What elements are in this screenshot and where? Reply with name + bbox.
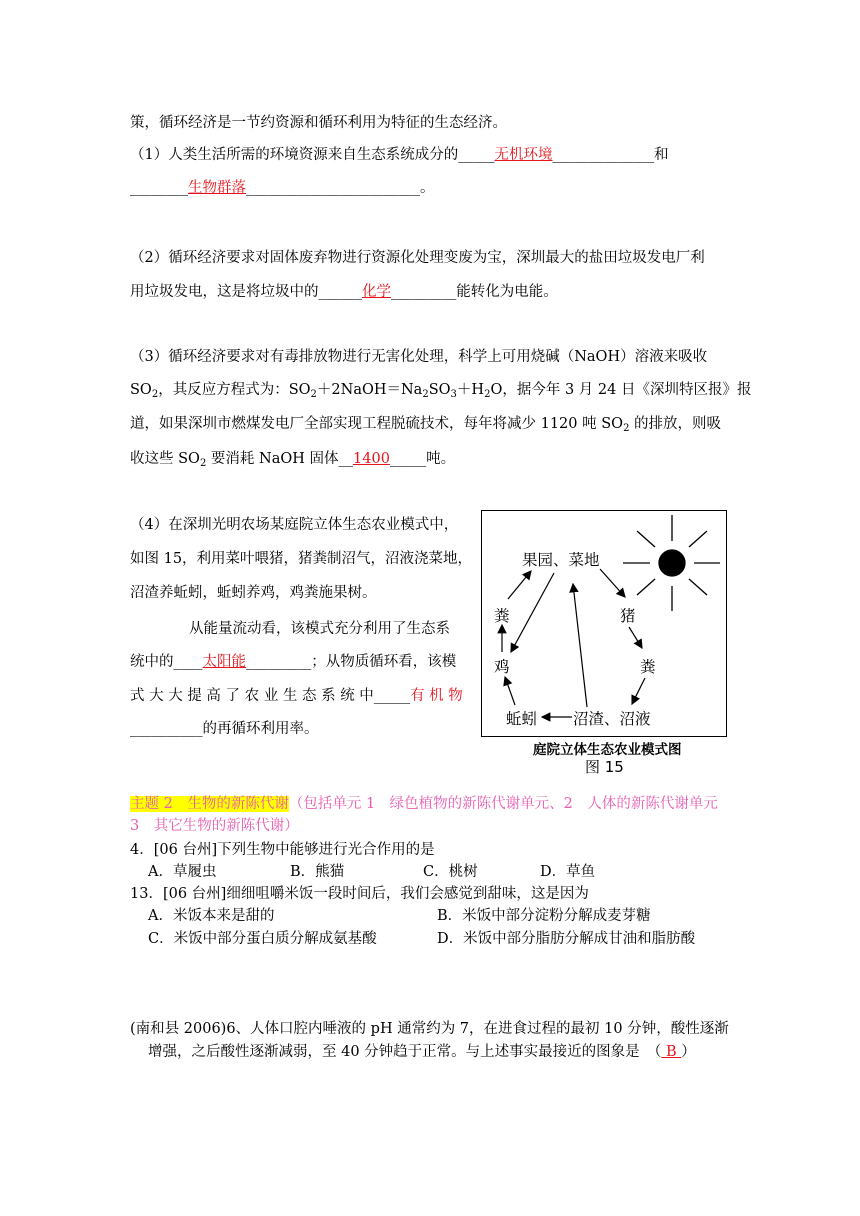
s3-line2 [130,380,751,400]
s4-text: 式 大 大 提 高 了 农 业 生 态 系 统 中 [130,688,374,704]
node-biogas: 沼渣、沼液 [573,710,651,728]
answer-1b: 生物群落 [188,180,246,196]
s4-line2: 如图 15，利用菜叶喂猪，猪粪制沼气，沼液浇菜地， [130,551,473,567]
answer-3: 1400 [353,451,390,467]
arrow-dung-to-garden [508,571,531,599]
formula-part: SO [130,382,152,398]
diagram-svg [482,511,726,736]
s1-q1-end2: 。 [420,180,435,196]
blank: ________________________ [246,180,420,196]
formula-part: ＋2NaOH＝Na [316,382,423,398]
q13-stem: 13．[06 台州]细细咀嚼米饭一段时间后，我们会感觉到甜味，这是因为 [130,886,589,902]
blank: ______________ [552,147,654,163]
formula-part: O，据今年 3 月 24 日《深圳特区报》报 [490,382,752,398]
arrow-dung-to-biogas [632,678,645,704]
answer-4a: 太阳能 [202,654,246,670]
formula-part: ＋H [456,382,485,398]
s3-line3 [130,414,721,434]
node-dung-right: 粪 [640,658,656,676]
subscript: 3 [450,389,457,400]
subscript: 2 [484,389,491,400]
s3-text: 的排放，则吸 [629,416,722,432]
s4-text: ；从物质循环看，该模 [311,654,457,670]
sun-icon [623,515,720,611]
s3-end: 吨。 [426,451,456,467]
s2-text: 用垃圾发电，这是将垃圾中的 [130,284,319,300]
blank: _________ [246,654,312,670]
formula-part: SO [428,382,451,398]
node-pig: 猪 [620,607,636,625]
figure-label: 图 15 [585,758,624,776]
blank: _________ [391,284,457,300]
q13-option-a: A．米饭本来是甜的 [148,908,275,924]
node-garden: 果园、菜地 [522,551,600,569]
arrow-earthworm-to-chicken [505,677,515,705]
blank: ______ [318,284,362,300]
s3-text: 要消耗 NaOH 固体 [206,451,339,467]
blank: _____ [389,451,427,467]
topic2-title: 主题 2 生物的新陈代谢 [130,796,289,812]
s3-text: 收这些 SO [130,451,200,467]
q6-line2 [148,1042,696,1062]
q4-option-d: D．草鱼 [540,864,596,880]
s4-line6 [130,686,463,706]
s4-line7 [130,719,319,739]
topic2-line1 [130,794,718,814]
subscript: 2 [151,389,159,400]
blank: _____ [373,688,411,704]
node-earthworm: 蚯蚓 [506,710,538,728]
q4-option-b: B．熊猫 [290,864,345,880]
s2-line2 [130,282,558,302]
q4-option-c: C．桃树 [423,864,478,880]
q6-end: ） [681,1044,696,1060]
s2-end: 能转化为电能。 [456,284,558,300]
q6-line1: (南和县 2006)6、人体口腔内唾液的 pH 通常约为 7，在进食过程的最初 10 分钟，酸性逐渐 [130,1021,729,1037]
s2-line1: （2）循环经济要求对固体废弃物进行资源化处理变废为宝，深圳最大的盐田垃圾发电厂利 [130,250,705,266]
s4-text: 统中的 [130,654,174,670]
s4-line1: （4）在深圳光明农场某庭院立体生态农业模式中， [130,517,459,533]
diagram-caption: 庭院立体生态农业模式图 [533,742,682,758]
arrow-biogas-to-garden [573,584,587,707]
q13-option-d: D．米饭中部分脂肪分解成甘油和脂肪酸 [437,931,696,947]
s1-line3 [130,178,435,198]
s4-line4: 从能量流动看，该模式充分利用了生态系 [189,621,450,637]
q6-answer: B [661,1044,682,1060]
blank: __ [338,451,354,467]
blank: ____ [173,654,203,670]
topic2-note1: （包括单元 1 绿色植物的新陈代谢单元、2 人体的新陈代谢单元 [288,796,718,812]
answer-1a: 无机环境 [494,147,553,163]
s1-q1-end: 和 [653,147,669,163]
q13-option-c: C．米饭中部分蛋白质分解成氨基酸 [148,931,377,947]
ecosystem-diagram [481,510,727,737]
subscript: 2 [199,458,207,469]
s4-line5 [130,652,456,672]
arrow-pig-to-dung [629,627,642,648]
subscript: 2 [623,423,630,434]
answer-4b: 有 机 物 [410,688,463,704]
subscript: 2 [310,389,317,400]
node-chicken: 鸡 [494,658,510,676]
q13-option-b: B．米饭中部分淀粉分解成麦芽糖 [437,908,651,924]
answer-2: 化学 [362,284,391,300]
formula-part: ，其反应方程式为：SO [158,382,311,398]
s4-line3: 沼渣养蚯蚓，蚯蚓养鸡，鸡粪施果树。 [130,585,377,601]
s3-text: 道，如果深圳市燃煤发电厂全部实现工程脱硫技术，每年将减少 1120 吨 SO [130,416,624,432]
s4-text: 的再循环利用率。 [202,721,319,737]
subscript: 2 [422,389,429,400]
s3-line4 [130,449,455,469]
blank: _____ [458,147,495,163]
s1-q1-text: （1）人类生活所需的环境资源来自生态系统成分的 [130,147,459,163]
q6-text: 增强，之后酸性逐渐减弱，至 40 分钟趋于正常。与上述事实最接近的图象是 （ [148,1044,662,1060]
arrow-garden-to-chicken [511,573,554,652]
arrow-garden-to-pig [600,569,625,597]
s1-line2 [130,145,668,165]
topic2-note2: 3 其它生物的新陈代谢） [130,818,299,834]
s1-line1: 策，循环经济是一节约资源和循环利用为特征的生态经济。 [130,115,507,131]
blank: ________ [130,180,188,196]
s3-line1: （3）循环经济要求对有毒排放物进行无害化处理，科学上可用烧碱（NaOH）溶液来吸收 [130,349,708,365]
q4-stem: 4．[06 台州]下列生物中能够进行光合作用的是 [130,842,435,858]
q4-option-a: A．草履虫 [148,864,217,880]
blank: __________ [130,721,203,737]
node-dung-left: 粪 [494,607,510,625]
